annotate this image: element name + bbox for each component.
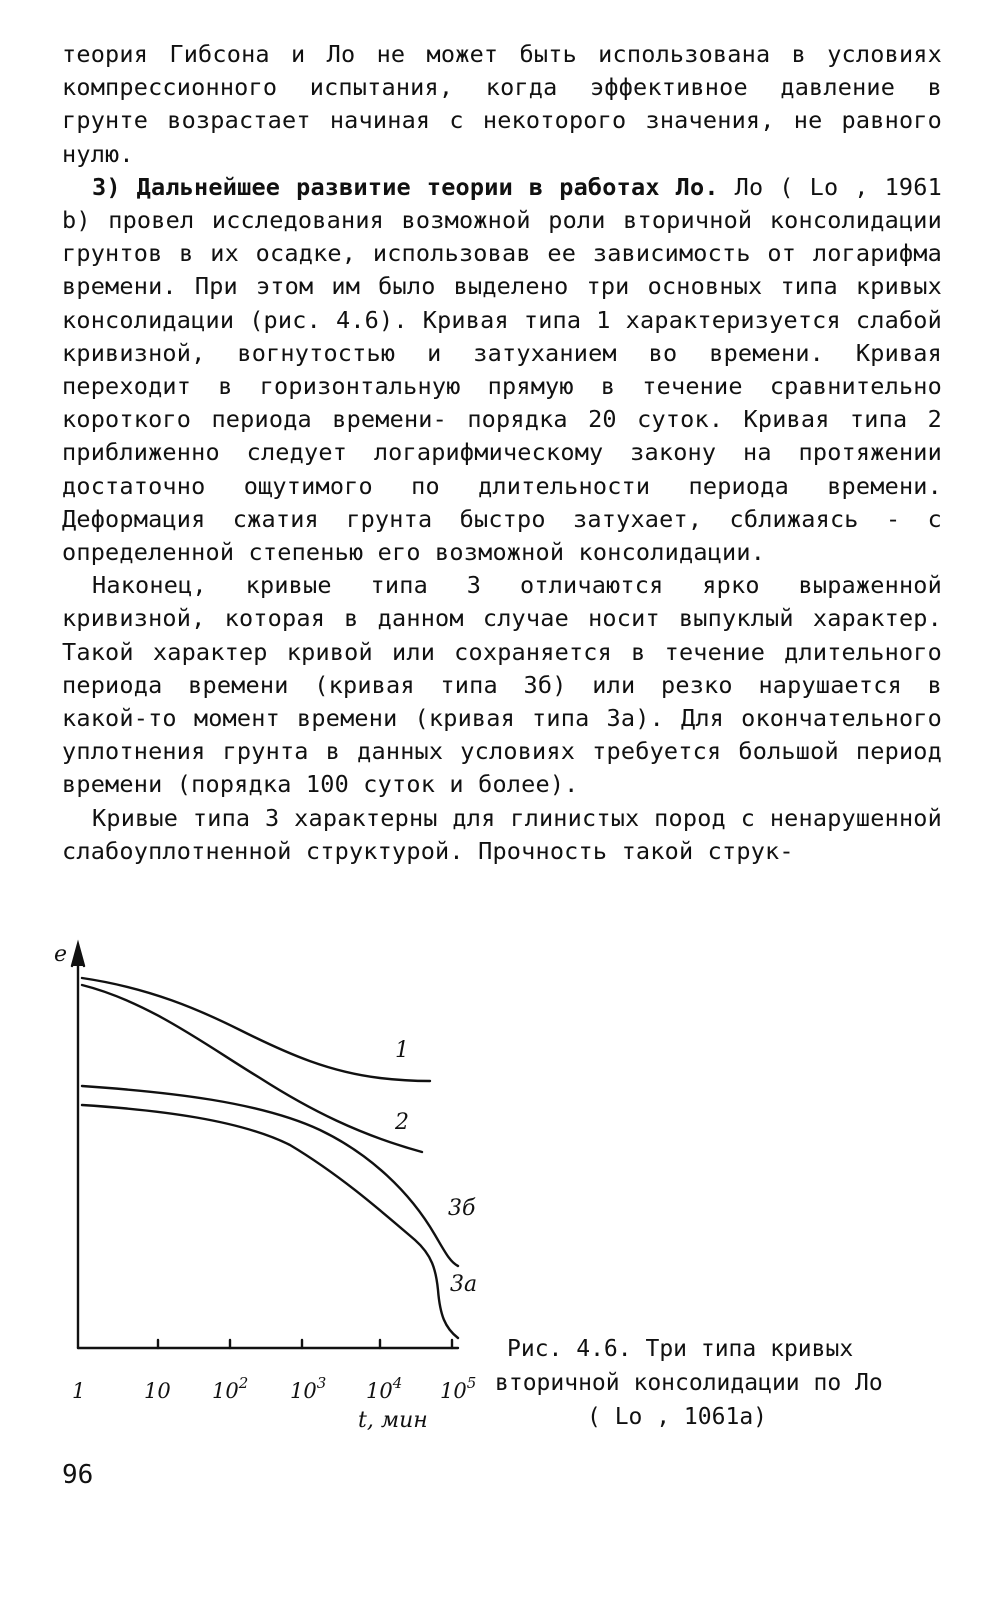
- figure-plot: [40, 930, 510, 1450]
- section-heading: 3) Дальнейшее развитие теории в работах Ло.: [92, 172, 719, 201]
- paragraph-continuation: теория Гибсона и Ло не может быть использована в условиях компрессионного испытания, когда эффективное давление в грунте возрастает начиная с некоторого значения, не равного нулю.: [62, 40, 942, 168]
- paragraph-section-3-body: Ло ( Lo , 1961 b) провел исследования возможной роли вторичной консолидации грунтов в их осадке, использовав ее зависимость от логарифма времени. При этом им было выделено три основных типа кривых консолидации (рис. 4.6). Кривая типа 1 характеризуется слабой кривизной, вогнутостью и затуханием во времени. Кривая переходит в горизонтальную прямую в течение сравнительно короткого периода времени- порядка 20 суток. Кривая типа 2 приближенно следует логарифмическому закону на протяжении достаточно ощутимого по длительности периода времени. Деформация сжатия грунта быстро затухает, сближаясь - с определенной степенью его возможной консолидации.: [62, 172, 942, 567]
- paragraph-curve-type-3: Наконец, кривые типа 3 отличаются ярко выраженной кривизной, которая в данном случае носит выпуклый характер. Такой характер кривой или сохраняется в течение длительного периода времени (кривая типа 3б) или резко нарушается в какой-то момент времени (кривая типа 3а). Для окончательного уплотнения грунта в данных условиях требуется большой период времени (порядка 100 суток и более).: [62, 571, 942, 799]
- x-tick-label-10: 10: [144, 1379, 171, 1403]
- curve-label-2: 2: [395, 1110, 409, 1135]
- x-tick-label-10-4: $10^4$: [366, 1374, 403, 1403]
- curve-1: [82, 978, 430, 1081]
- curve-2: [82, 985, 422, 1152]
- caption-line-3: ( Lo , 1061a): [587, 1404, 768, 1430]
- curve-label-1: 1: [395, 1038, 409, 1063]
- caption-line-2: вторичной консолидации по Ло: [495, 1370, 883, 1396]
- paragraph-section-3: [62, 171, 942, 569]
- figure-caption: [495, 1332, 945, 1434]
- x-tick-label-10-2: $10^2$: [212, 1374, 249, 1403]
- y-axis-label: e: [54, 942, 68, 967]
- y-axis-arrow: [72, 944, 84, 966]
- curve-label-3a: 3а: [450, 1272, 478, 1297]
- x-tick-label-10-3: $10^3$: [290, 1374, 327, 1403]
- body-text: [62, 38, 942, 868]
- curve-3a: [82, 1105, 458, 1338]
- paragraph-clay-soils: Кривые типа 3 характерны для глинистых пород с ненарушенной слабоуплотненной структурой. Прочность такой струк-: [62, 803, 942, 865]
- curve-label-3b: 3б: [448, 1196, 476, 1221]
- figure-consolidation-curves: [40, 930, 510, 1450]
- x-axis-label: t, мин: [358, 1408, 428, 1433]
- caption-line-1: Рис. 4.6. Три типа кривых: [507, 1336, 854, 1362]
- x-tick-label-1: 1: [72, 1379, 86, 1403]
- page-number: 96: [62, 1460, 94, 1490]
- x-tick-label-10-5: $10^5$: [440, 1374, 477, 1403]
